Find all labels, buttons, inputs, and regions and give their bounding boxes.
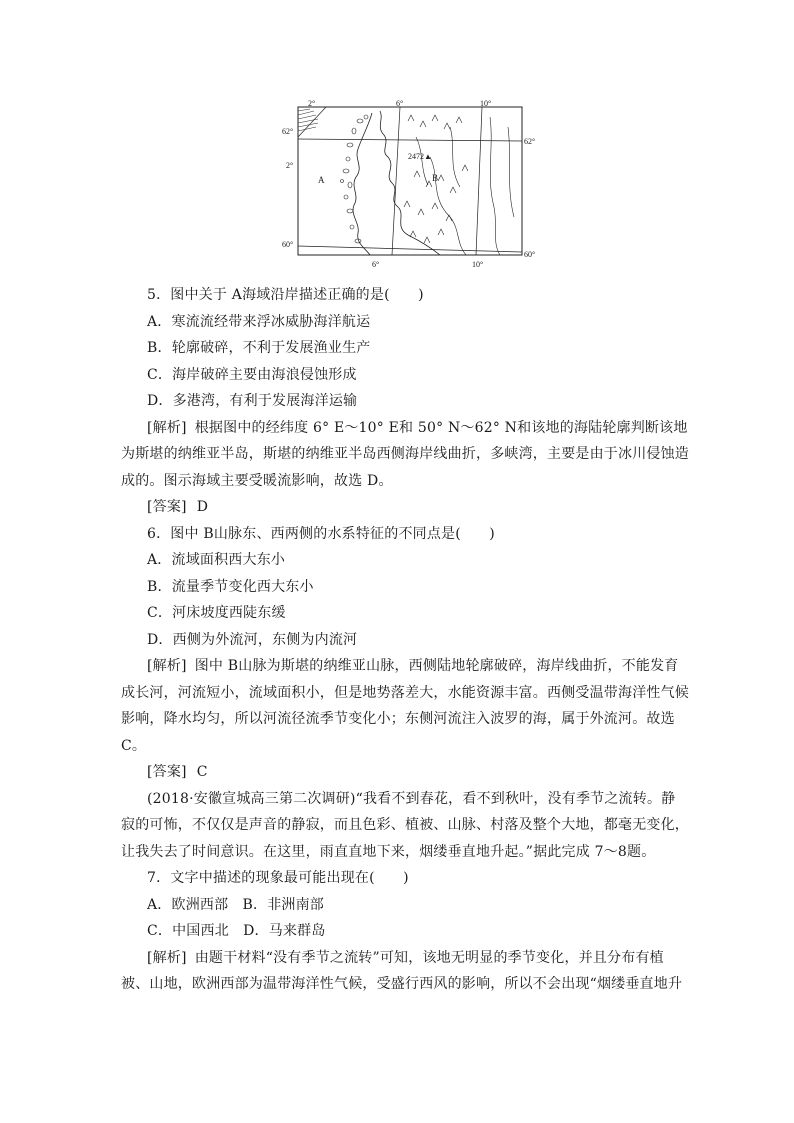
- q5-analysis-line-2: 为斯堪的纳维亚半岛，斯堪的纳维亚半岛西侧海岸线曲折，多峡湾，主要是由于冰川侵蚀造: [121, 446, 689, 462]
- q7-analysis-tag: [解析]: [147, 949, 187, 966]
- q7-options-cd: C．中国西北 D．马来群岛: [147, 923, 326, 939]
- parallel-60: [298, 246, 522, 252]
- q5-answer: [147, 494, 687, 521]
- q5-analysis-text-1: 根据图中的经纬度 6° E～10° E和 50° N～62° N和该地的海陆轮廓判断该地: [194, 419, 688, 436]
- question-content: [121, 282, 689, 998]
- q6-analysis-line-1: [147, 653, 687, 680]
- q6-answer-tag: [答案]: [147, 764, 187, 780]
- q5-option-d: D．多港湾，有利于发展海洋运输: [147, 393, 358, 409]
- q6-analysis-line-3: 影响，降水均匀，所以河流径流季节变化小；东侧河流注入波罗的海，属于外流河。故选: [121, 711, 675, 727]
- map-label-b: B: [432, 173, 439, 183]
- q5-answer-value: D: [196, 499, 209, 515]
- q5-analysis-line-1: [147, 415, 687, 442]
- map-frame: [298, 107, 522, 255]
- q6-option-d: D．西侧为外流河，东侧为内流河: [147, 631, 358, 648]
- map-label-a: A: [318, 175, 325, 185]
- q7-analysis-line-1: [147, 945, 687, 972]
- meridian-6: [392, 107, 400, 255]
- intro-line-1: (2018·安徽宣城高三第二次调研)“我看不到春花，看不到秋叶，没有季节之流转。静: [147, 790, 676, 807]
- hatched-area: [298, 109, 318, 131]
- norway-map-figure: [280, 97, 542, 269]
- q6-analysis-line-2: 成长河，河流短小，流域面积小，但是地势落差大，水能资源丰富。西侧受温带海洋性气候: [121, 684, 689, 701]
- q6-answer: [147, 759, 687, 786]
- intro-line-2: 寂的可怖，不仅仅是声音的静寂，而且色彩、植被、山脉、村落及整个大地，都毫无变化，: [121, 817, 689, 833]
- q7-analysis-line-2: 被、山地，欧洲西部为温带海洋性气候，受盛行西风的影响，所以不会出现“烟缕垂直地升: [121, 976, 683, 992]
- q5-option-b: B．轮廓破碎，不利于发展渔业生产: [147, 340, 371, 356]
- q5-stem: 5．图中关于 A海域沿岸描述正确的是( ): [147, 287, 424, 303]
- map-peak-label: 2472▲: [408, 152, 432, 161]
- map-lat-60-right: 60°: [524, 250, 536, 259]
- q5-answer-tag: [答案]: [147, 499, 187, 515]
- q5-analysis-line-3: 成的。图示海域主要受暖流影响，故选 D。: [121, 472, 393, 489]
- q6-stem: 6．图中 B山脉东、西两侧的水系特征的不同点是( ): [147, 525, 495, 542]
- q6-analysis-tag: [解析]: [147, 658, 187, 674]
- map-svg: [280, 97, 542, 269]
- map-lon-2-top: 2°: [308, 99, 316, 108]
- q5-option-a: A．寒流流经带来浮冰威胁海洋航运: [147, 313, 371, 330]
- map-lon-6-top: 6°: [396, 99, 404, 108]
- q5-analysis-tag: [解析]: [147, 419, 187, 436]
- q6-analysis-line-4: C。: [121, 737, 147, 754]
- map-lon-10-bottom: 10°: [472, 260, 484, 269]
- q6-analysis-text-1: 图中 B山脉为斯堪的纳维亚山脉，西侧陆地轮廓破碎，海岸线曲折，不能发育: [194, 658, 679, 674]
- intro-line-3: 让我失去了时间意识。在这里，雨直直地下来，烟缕垂直地升起。”据此完成 7～8题。: [121, 843, 656, 860]
- map-lon-10-top: 10°: [480, 99, 492, 108]
- q7-analysis-text-1: 由题干材料“没有季节之流转”可知，该地无明显的季节变化，并且分布有植: [194, 949, 664, 966]
- meridian-10: [476, 107, 482, 255]
- parallel-62: [298, 139, 522, 141]
- map-lat-62-right: 62°: [524, 137, 536, 146]
- map-lon-6-bottom: 6°: [372, 260, 380, 269]
- q7-options-ab: A．欧洲西部 B．非洲南部: [147, 896, 324, 913]
- map-lat-2-left: 2°: [286, 161, 294, 170]
- q6-option-a: A．流域面积西大东小: [147, 552, 286, 568]
- q6-option-c: C．河床坡度西陡东缓: [147, 605, 286, 621]
- q7-stem: 7．文字中描述的现象最可能出现在( ): [147, 870, 409, 886]
- q6-option-b: B．流量季节变化西大东小: [147, 578, 314, 595]
- q5-option-c: C．海岸破碎主要由海浪侵蚀形成: [147, 366, 357, 383]
- map-lat-60-left: 60°: [282, 240, 294, 249]
- q6-answer-value: C: [196, 764, 208, 780]
- rivers: [416, 117, 514, 255]
- map-lat-62-left: 62°: [282, 127, 294, 136]
